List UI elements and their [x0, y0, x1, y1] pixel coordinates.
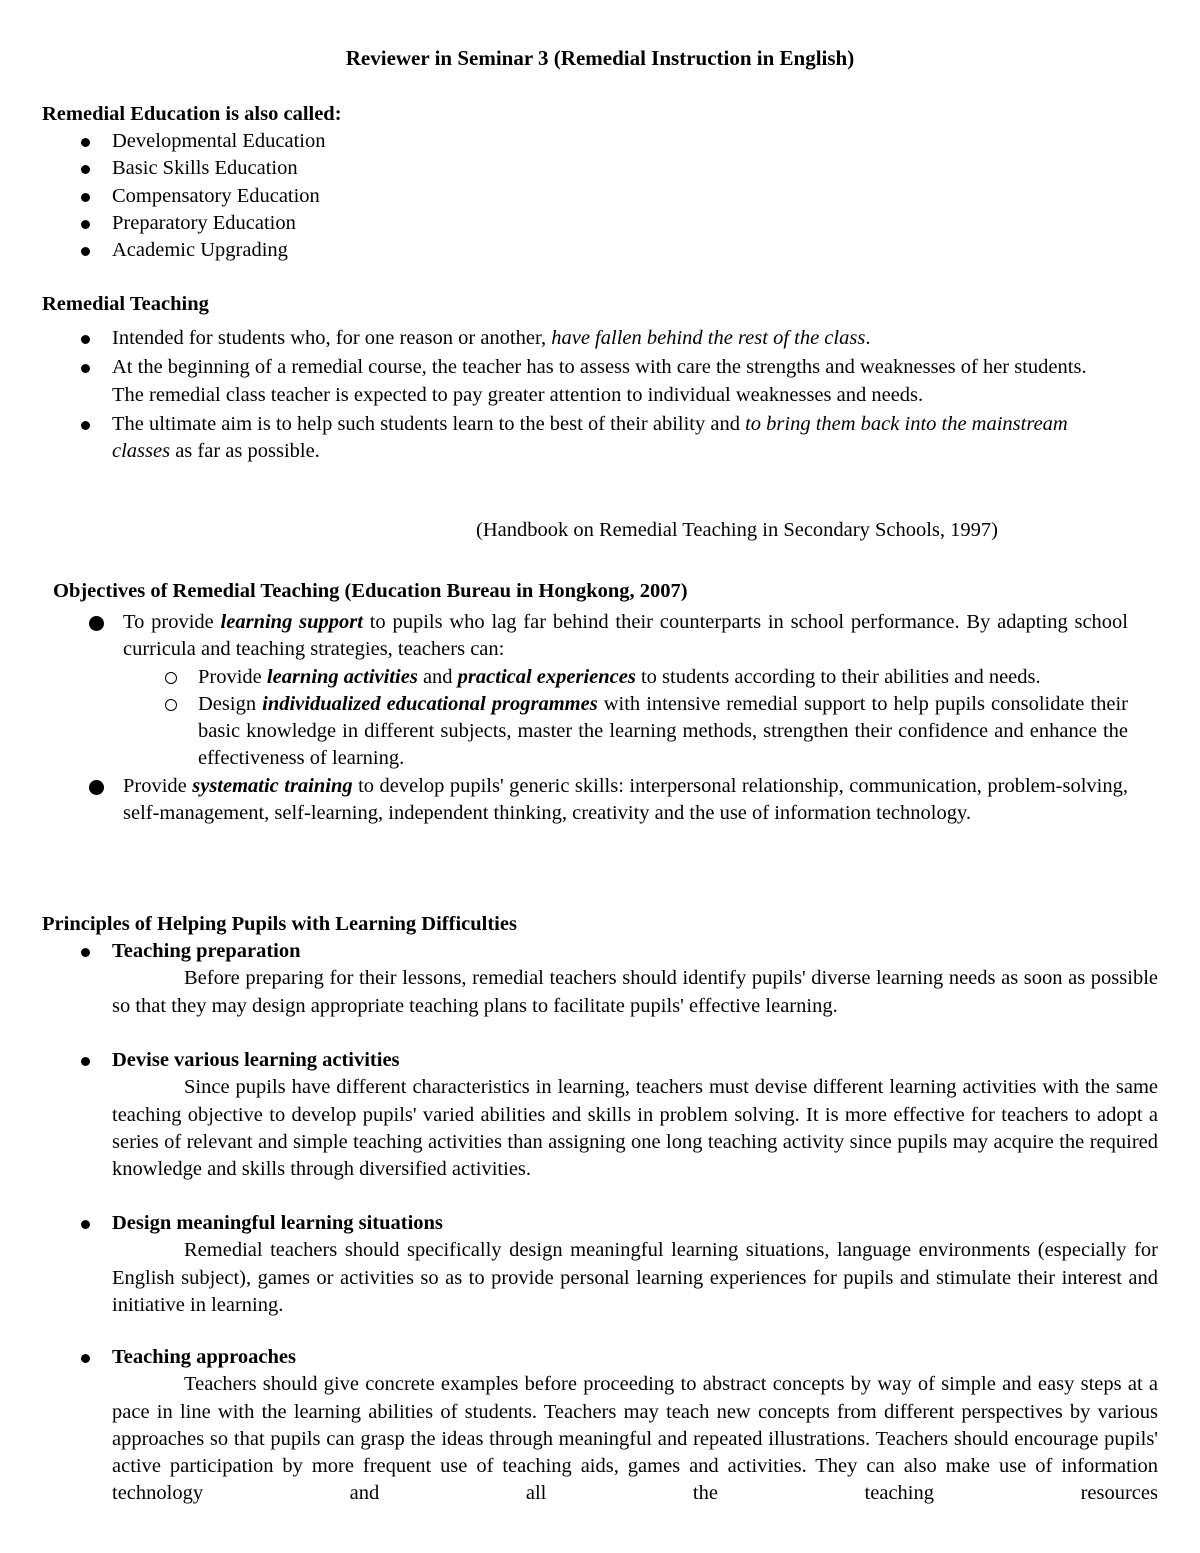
bullet-icon — [81, 1220, 90, 1229]
principle-text: Teachers should give concrete examples before proceeding to abstract concepts by way of simple and easy steps at a pace in line with the learning abilities of students. Teachers may teach new concepts from different perspectives by various approaches so that pupils can grasp the ideas through meaningful and repeated illustrations. Teachers should encourage pupils' active participation by more frequent use of teaching aids, games and activities. They can also make use of information technology and all the teaching resources — [112, 1373, 1158, 1505]
principle-text: Since pupils have different characteristics in learning, teachers must devise different learning activities with the same teaching objective to develop pupils' varied abilities and skills in problem solving. It is more effective for teachers to adopt a series of relevant and simple teaching activities than assigning one long teaching activity since pupils may acquire the required knowledge and skills through diversified activities. — [112, 1076, 1158, 1181]
list-item: Preparatory Education — [112, 210, 812, 237]
objectives-list — [123, 609, 1128, 827]
bullet-icon — [81, 220, 90, 229]
principle-title: Teaching approaches — [112, 1346, 296, 1368]
list-item: Provide systematic training to develop pupils' generic skills: interpersonal relationship, communication, problem-solving, self-management, self-learning, independent thinking, creativity and the use of information technology. — [123, 773, 1128, 828]
bullet-icon — [81, 364, 90, 373]
principle-meaningful-situations — [112, 1210, 1158, 1319]
bullet-icon — [89, 780, 104, 795]
list-item: Compensatory Education — [112, 183, 812, 210]
principles-heading: Principles of Helping Pupils with Learning Difficulties — [42, 913, 517, 935]
bullet-icon — [81, 421, 90, 430]
principle-text: Before preparing for their lessons, remedial teachers should identify pupils' diverse learning needs as soon as possible so that they may design appropriate teaching plans to facilitate pupils' effective learning. — [112, 967, 1158, 1017]
bullet-icon — [81, 1057, 90, 1066]
citation: (Handbook on Remedial Teaching in Secondary Schools, 1997) — [476, 519, 998, 541]
principle-title: Teaching preparation — [112, 940, 301, 962]
principle-title: Devise various learning activities — [112, 1049, 400, 1071]
principle-teaching-preparation — [112, 938, 1158, 1020]
bullet-icon — [81, 335, 90, 344]
list-item: The ultimate aim is to help such students learn to the best of their ability and to bring them back into the mainstream classes as far as possible. — [112, 411, 1112, 466]
document-title: Reviewer in Seminar 3 (Remedial Instruction in English) — [345, 46, 855, 70]
remedial-teaching-heading: Remedial Teaching — [42, 293, 209, 315]
list-item: Developmental Education — [112, 128, 812, 155]
list-item: Academic Upgrading — [112, 237, 812, 264]
list-item: Provide learning activities and practical experiences to students according to their abilities and needs. — [198, 664, 1128, 691]
bullet-icon — [81, 193, 90, 202]
list-item: Design individualized educational programmes with intensive remedial support to help pupils consolidate their basic knowledge in different subjects, master the learning methods, strengthen their confidence and enhance the effectiveness of learning. — [198, 691, 1128, 773]
circle-bullet-icon — [165, 699, 177, 711]
principle-text: Remedial teachers should specifically design meaningful learning situations, language environments (especially for English subject), games or activities so as to provide personal learning experiences for pupils and stimulate their interest and initiative in learning. — [112, 1239, 1158, 1316]
bullet-icon — [81, 247, 90, 256]
objectives-heading: Objectives of Remedial Teaching (Education Bureau in Hongkong, 2007) — [53, 580, 688, 602]
bullet-icon — [89, 616, 104, 631]
list-item: To provide learning support to pupils who lag far behind their counterparts in school performance. By adapting school curricula and teaching strategies, teachers can: Provide learning activities and practical experiences to students according to their abilities and needs. Design individualized educational programmes with intensive remedial support to help pupils consolidate their basic knowledge in different subjects, master the learning methods, strengthen their confidence and enhance the effectiveness of learning. — [123, 609, 1128, 773]
bullet-icon — [81, 165, 90, 174]
principle-devise-activities — [112, 1047, 1158, 1183]
list-item: At the beginning of a remedial course, the teacher has to assess with care the strengths and weaknesses of her students. The remedial class teacher is expected to pay greater attention to individual weaknesses and needs. — [112, 354, 1112, 409]
list-item: Basic Skills Education — [112, 155, 812, 182]
objectives-sublist — [198, 664, 1128, 773]
principle-title: Design meaningful learning situations — [112, 1212, 443, 1234]
circle-bullet-icon — [165, 672, 177, 684]
aka-list — [112, 128, 812, 264]
remedial-teaching-list — [112, 325, 1112, 465]
bullet-icon — [81, 138, 90, 147]
list-item: Intended for students who, for one reason or another, have fallen behind the rest of the class. — [112, 325, 1112, 352]
bullet-icon — [81, 948, 90, 957]
aka-heading: Remedial Education is also called: — [42, 103, 342, 125]
bullet-icon — [81, 1354, 90, 1363]
principle-teaching-approaches — [112, 1344, 1158, 1508]
